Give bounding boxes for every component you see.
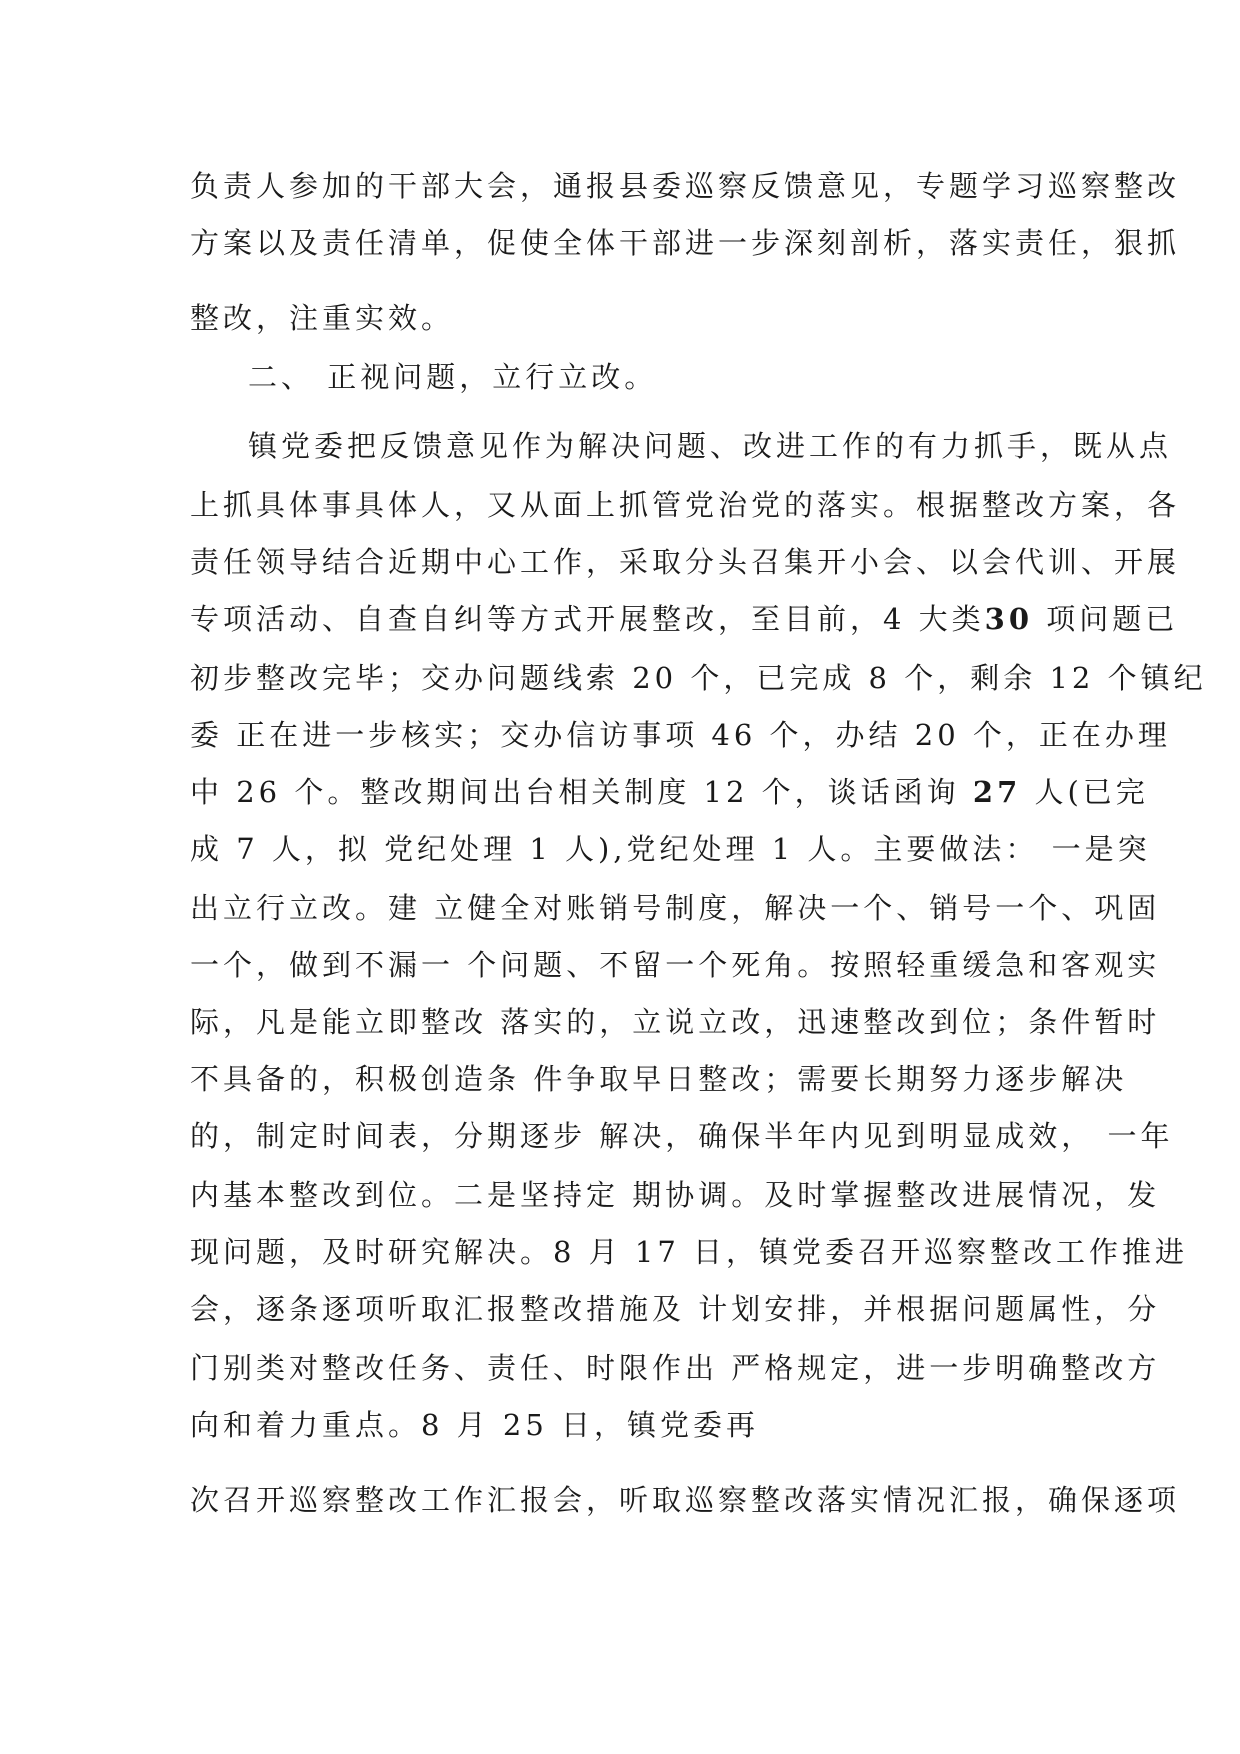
text-line: 一个，做到不漏一 个问题、不留一个死角。按照轻重缓急和客观实 [190, 948, 1161, 982]
bold-number: 30 [984, 602, 1034, 636]
text-line: 不具备的，积极创造条 件争取早日整改；需要长期努力逐步解决 [190, 1062, 1128, 1096]
text-line: 会，逐条逐项听取汇报整改措施及 计划安排，并根据问题属性，分 [190, 1292, 1161, 1326]
text-line: 委 正在进一步核实；交办信访事项 46 个，办结 20 个，正在办理 [190, 718, 1171, 752]
text-line: 门别类对整改任务、责任、时限作出 严格规定，进一步明确整改方 [190, 1351, 1161, 1385]
text-line: 的，制定时间表，分期逐步 解决，确保半年内见到明显成效， 一年 [190, 1119, 1174, 1153]
paragraph-start: 镇党委把反馈意见作为解决问题、改进工作的有力抓手，既从点 [248, 429, 1173, 463]
text-line [190, 599, 1179, 639]
text-line: 整改，注重实效。 [190, 301, 455, 335]
text-line: 内基本整改到位。二是坚持定 期协调。及时掌握整改进展情况，发 [190, 1178, 1161, 1212]
text-line: 次召开巡察整改工作汇报会，听取巡察整改落实情况汇报，确保逐项 [190, 1483, 1181, 1517]
text-line: 初步整改完毕；交办问题线索 20 个，已完成 8 个，剩余 12 个镇纪 [190, 661, 1207, 695]
text-segment: 人(已完 [1021, 775, 1149, 809]
section-heading: 二、 正视问题，立行立改。 [248, 360, 658, 394]
text-segment: 中 26 个。整改期间出台相关制度 12 个，谈话函询 [190, 775, 973, 809]
bold-number: 27 [972, 775, 1022, 809]
text-line: 方案以及责任清单，促使全体干部进一步深刻剖析，落实责任，狠抓 [190, 226, 1181, 260]
text-line: 现问题，及时研究解决。8 月 17 日，镇党委召开巡察整改工作推进 [190, 1235, 1189, 1269]
text-line: 负责人参加的干部大会，通报县委巡察反馈意见，专题学习巡察整改 [190, 169, 1181, 203]
text-line: 出立行立改。建 立健全对账销号制度，解决一个、销号一个、巩固 [190, 891, 1161, 925]
text-segment: 项问题已 [1033, 602, 1179, 636]
text-line: 向和着力重点。8 月 25 日，镇党委再 [190, 1408, 760, 1442]
text-line: 上抓具体事具体人，又从面上抓管党治党的落实。根据整改方案，各 [190, 488, 1181, 522]
text-line: 责任领导结合近期中心工作，采取分头召集开小会、以会代训、开展 [190, 545, 1181, 579]
text-line [190, 772, 1149, 812]
text-segment: 专项活动、自查自纠等方式开展整改，至目前，4 大类 [190, 602, 985, 636]
text-line: 际，凡是能立即整改 落实的，立说立改，迅速整改到位；条件暂时 [190, 1005, 1161, 1039]
text-line: 成 7 人，拟 党纪处理 1 人),党纪处理 1 人。主要做法： 一是突 [190, 832, 1151, 866]
